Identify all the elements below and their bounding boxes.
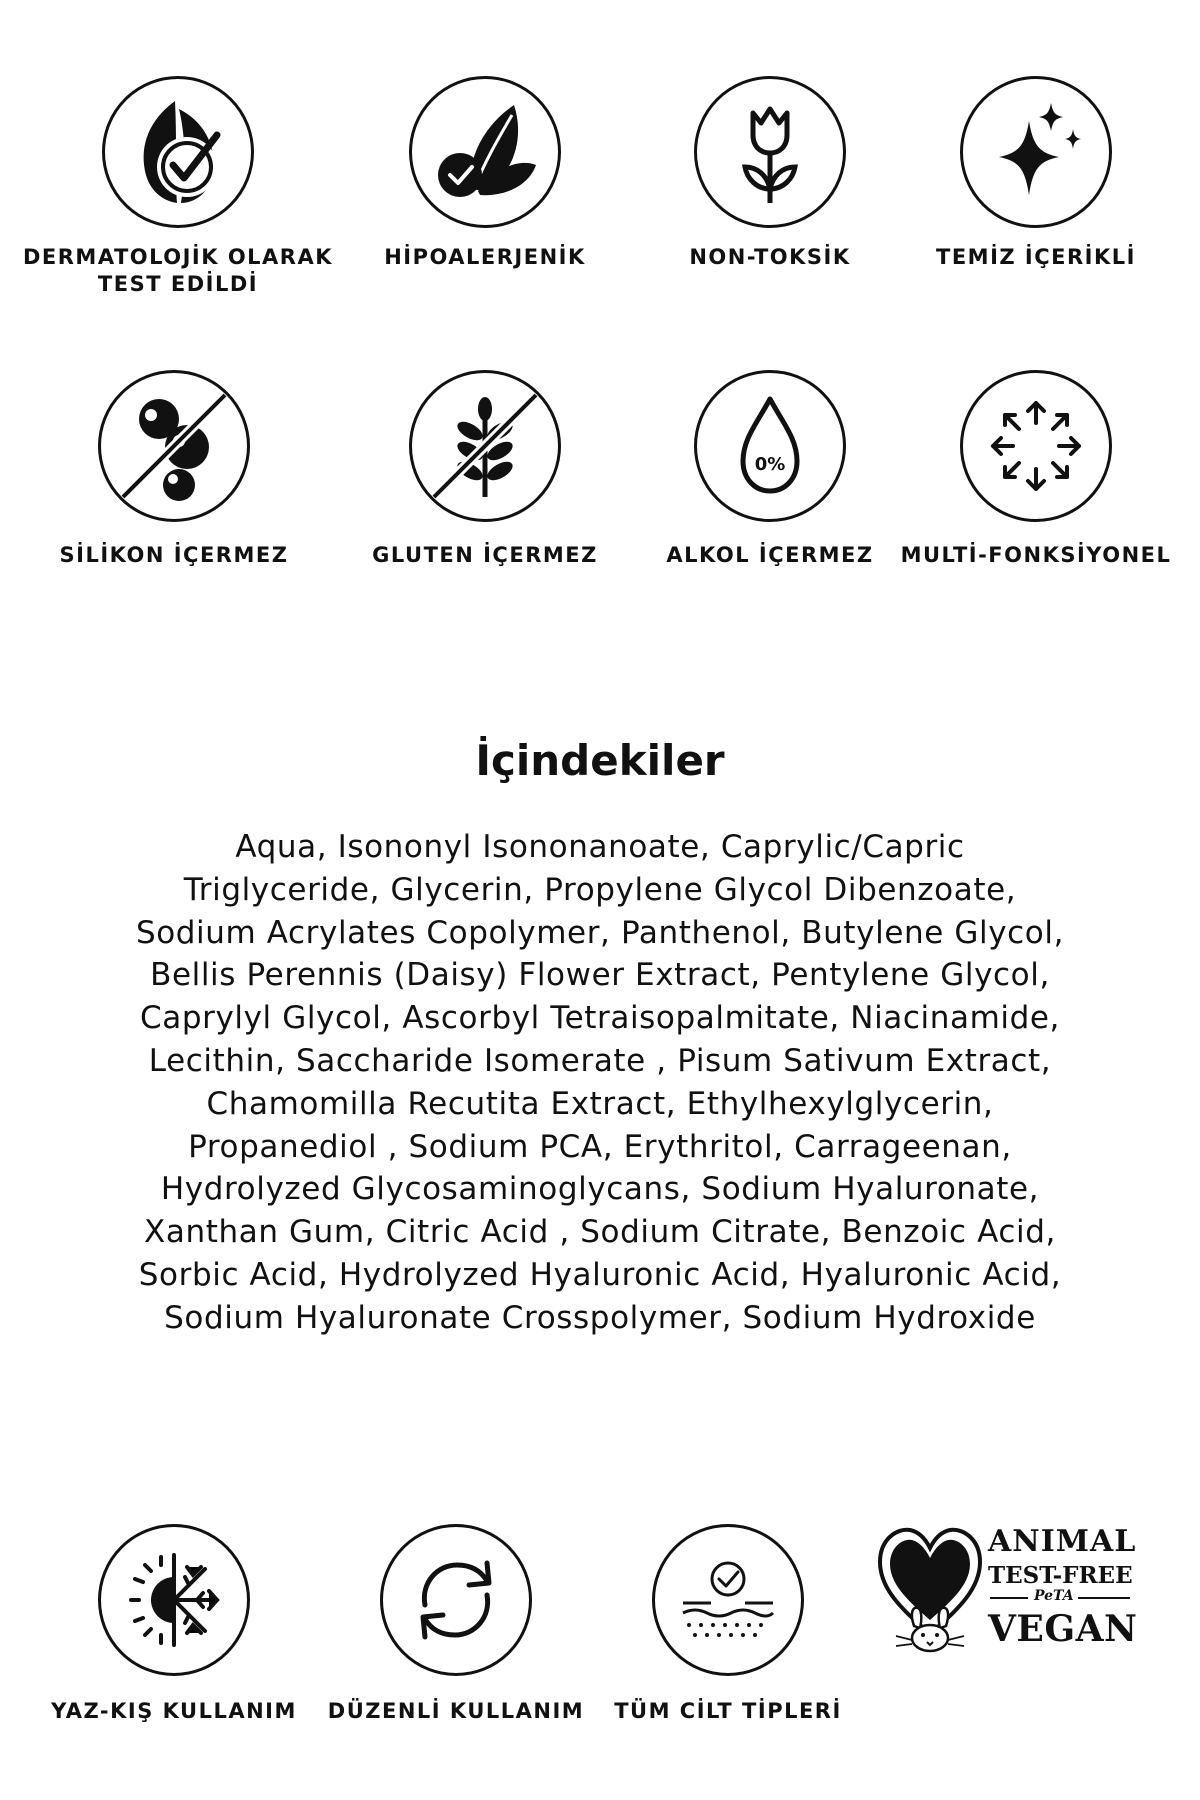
badge-hypoallergenic [409, 76, 561, 228]
peta-logo [874, 1522, 1154, 1657]
badge-label-non-toxic [620, 244, 920, 271]
multi-arrows-icon [963, 373, 1109, 519]
label-line: DERMATOLOJİK OLARAK [22, 245, 334, 269]
ingredients-line: Bellis Perennis (Daisy) Flower Extract, Pentylene Glycol, [150, 957, 1050, 994]
badge-alcohol-free [694, 370, 846, 522]
label-line: YAZ-KIŞ KULLANIM [51, 1699, 297, 1723]
sun-snowflake-icon [101, 1527, 247, 1673]
peta-line-animal: ANIMAL [988, 1524, 1137, 1559]
ingredients-line: Sorbic Acid, Hydrolyzed Hyaluronic Acid, Hyaluronic Acid, [138, 1256, 1062, 1293]
peta-bunny-heart-icon [874, 1522, 986, 1657]
alcohol-free-drop-icon [697, 373, 843, 519]
badge-label-dermatologically-tested [18, 244, 338, 298]
ingredients-line: Propanediol , Sodium PCA, Erythritol, Carrageenan, [188, 1128, 1012, 1165]
badge-gluten-free [409, 370, 561, 522]
badge-summer-winter-use [98, 1524, 250, 1676]
badge-clean-ingredients [960, 76, 1112, 228]
peta-divider-right [1078, 1597, 1130, 1599]
badge-label-clean-ingredients [886, 244, 1186, 271]
label-line: DÜZENLİ KULLANIM [327, 1699, 585, 1723]
peta-line-test-free: TEST-FREE [988, 1562, 1133, 1589]
badge-label-silicone-free [24, 542, 324, 569]
badge-label-regular-use [306, 1698, 606, 1725]
ingredients-line: Caprylyl Glycol, Ascorbyl Tetraisopalmitate, Niacinamide, [139, 1000, 1060, 1037]
ingredients-line: Chamomilla Recutita Extract, Ethylhexylglycerin, [206, 1085, 994, 1122]
ingredients-line: Aqua, Isononyl Isononanoate, Caprylic/Capric [235, 829, 965, 865]
badge-label-hypoallergenic [335, 244, 635, 271]
drop-percent-text: 0% [754, 454, 786, 475]
ingredients-line: Lecithin, Saccharide Isomerate , Pisum Sativum Extract, [148, 1042, 1052, 1079]
badge-label-summer-winter-use [24, 1698, 324, 1725]
ingredients-line: Sodium Acrylates Copolymer, Panthenol, Butylene Glycol, [135, 914, 1065, 951]
ingredients-line: Hydrolyzed Glycosaminoglycans, Sodium Hyaluronate, [160, 1171, 1040, 1208]
label-line: SİLİKON İÇERMEZ [59, 543, 289, 567]
badge-label-gluten-free [335, 542, 635, 569]
badge-all-skin-types [652, 1524, 804, 1676]
peta-line-vegan: VEGAN [988, 1608, 1138, 1650]
sparkle-icon [963, 79, 1109, 225]
leaf-check-icon [105, 79, 251, 225]
ingredients-line: Sodium Hyaluronate Crosspolymer, Sodium Hydroxide [164, 1299, 1036, 1336]
label-line: TEMİZ İÇERİKLİ [936, 245, 1136, 269]
label-line: TEST EDİLDİ [97, 272, 259, 296]
badge-regular-use [380, 1524, 532, 1676]
ingredients-line: Xanthan Gum, Citric Acid , Sodium Citrate, Benzoic Acid, [144, 1214, 1056, 1251]
skin-layers-check-icon [655, 1527, 801, 1673]
peta-brand: PeTA [1034, 1588, 1074, 1604]
badge-label-multifunctional [886, 542, 1186, 569]
label-line: HİPOALERJENİK [384, 245, 586, 269]
no-silicone-icon [101, 373, 247, 519]
label-line: NON-TOKSİK [689, 245, 851, 269]
no-gluten-icon [412, 373, 558, 519]
ingredients-title: İçindekiler [475, 736, 725, 785]
label-line: TÜM CİLT TİPLERİ [614, 1699, 842, 1723]
badge-non-toxic [694, 76, 846, 228]
peta-divider-left [990, 1597, 1028, 1599]
badge-multifunctional [960, 370, 1112, 522]
ingredients-list [40, 826, 1160, 1340]
label-line: GLUTEN İÇERMEZ [372, 543, 598, 567]
label-line: ALKOL İÇERMEZ [666, 543, 874, 567]
refresh-cycle-icon [383, 1527, 529, 1673]
badge-dermatologically-tested [102, 76, 254, 228]
badge-label-alcohol-free [620, 542, 920, 569]
ingredients-line: Triglyceride, Glycerin, Propylene Glycol Dibenzoate, [183, 871, 1017, 908]
leaf-berry-check-icon [412, 79, 558, 225]
label-line: MULTİ-FONKSİYONEL [900, 543, 1172, 567]
badge-silicone-free [98, 370, 250, 522]
badge-label-all-skin-types [578, 1698, 878, 1725]
tulip-flower-icon [697, 79, 843, 225]
